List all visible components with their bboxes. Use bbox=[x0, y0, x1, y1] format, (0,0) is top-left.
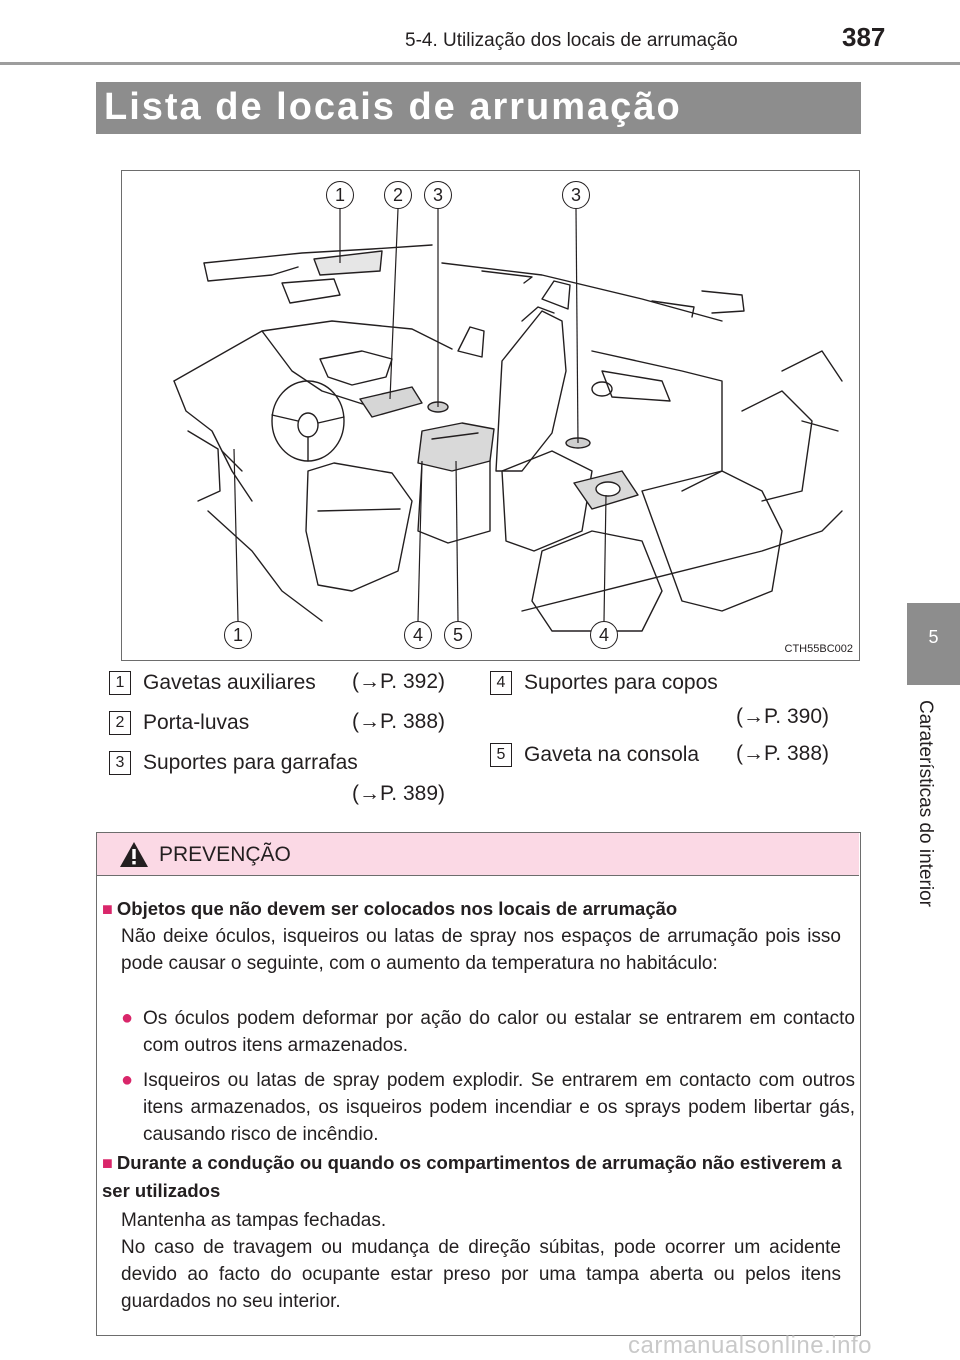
circle-bullet-icon: ● bbox=[121, 1069, 134, 1091]
circle-bullet-icon: ● bbox=[121, 1007, 134, 1029]
callout-bottom-4a: 4 bbox=[404, 621, 432, 649]
caution-bullet-1: Os óculos podem deformar por ação do calor ou estalar se entrarem em contacto com outros itens armazenados. bbox=[143, 1008, 855, 1056]
legend-number-5: 5 bbox=[490, 743, 512, 767]
callout-bottom-5: 5 bbox=[444, 621, 472, 649]
legend-label-1: Gavetas auxiliares bbox=[143, 671, 316, 694]
figure-code: CTH55BC002 bbox=[784, 643, 853, 655]
legend-label-5: Gaveta na consola bbox=[524, 743, 700, 766]
legend-ref-1: (→P. 392) bbox=[352, 670, 445, 693]
warning-triangle-icon bbox=[119, 841, 149, 868]
watermark: carmanualsonline.info bbox=[628, 1332, 872, 1359]
caution-body-2: Mantenha as tampas fechadas. bbox=[121, 1210, 387, 1231]
square-bullet-icon: ■ bbox=[102, 899, 113, 919]
caution-title: PREVENÇÃO bbox=[159, 843, 291, 866]
callout-top-2: 2 bbox=[384, 181, 412, 209]
car-interior-drawing bbox=[122, 171, 858, 659]
legend-ref-5: (→P. 388) bbox=[736, 742, 829, 765]
interior-illustration bbox=[121, 170, 860, 661]
callout-top-3a: 3 bbox=[424, 181, 452, 209]
legend-ref-3: (→P. 389) bbox=[352, 782, 445, 805]
legend-number-1: 1 bbox=[109, 671, 131, 695]
page-title: Lista de locais de arrumação bbox=[104, 86, 682, 128]
header-rule bbox=[0, 62, 960, 65]
legend-label-4: Suportes para copos bbox=[524, 671, 718, 694]
page-number: 387 bbox=[842, 22, 886, 52]
legend-ref-4: (→P. 390) bbox=[736, 705, 829, 728]
caution-heading-2-text: Durante a condução ou quando os compartimentos de arrumação não estiverem a ser utilizados bbox=[102, 1152, 842, 1201]
caution-heading-1 bbox=[102, 895, 852, 923]
callout-top-1: 1 bbox=[326, 181, 354, 209]
legend-number-4: 4 bbox=[490, 671, 512, 695]
caution-heading-1-text: Objetos que não devem ser colocados nos locais de arrumação bbox=[116, 898, 678, 919]
header-section-title: 5-4. Utilização dos locais de arrumação bbox=[405, 30, 738, 51]
legend-label-2: Porta-luvas bbox=[143, 711, 250, 734]
chapter-tab bbox=[907, 603, 960, 685]
callout-bottom-1: 1 bbox=[224, 621, 252, 649]
title-bar bbox=[96, 82, 861, 134]
caution-body-1: Não deixe óculos, isqueiros ou latas de spray nos espaços de arrumação pois isso pode causar o seguinte, com o aumento da temperatura no habitáculo: bbox=[121, 926, 841, 974]
square-bullet-icon: ■ bbox=[102, 1153, 113, 1173]
legend-number-2: 2 bbox=[109, 711, 131, 735]
caution-heading-2 bbox=[102, 1149, 852, 1204]
caution-header bbox=[97, 833, 859, 876]
chapter-number: 5 bbox=[928, 627, 939, 647]
callout-bottom-4b: 4 bbox=[590, 621, 618, 649]
callout-top-3b: 3 bbox=[562, 181, 590, 209]
legend-ref-2: (→P. 388) bbox=[352, 710, 445, 733]
legend-label-3: Suportes para garrafas bbox=[143, 751, 358, 774]
legend-number-3: 3 bbox=[109, 751, 131, 775]
caution-box bbox=[96, 832, 861, 1336]
chapter-label: Caraterísticas do interior bbox=[915, 700, 936, 907]
caution-bullet-2: Isqueiros ou latas de spray podem explodir. Se entrarem em contacto com outros itens armazenados, os isqueiros podem incendiar e os sprays podem libertar gás, causando risco de incêndio. bbox=[143, 1070, 855, 1145]
caution-body-3: No caso de travagem ou mudança de direção súbitas, pode ocorrer um acidente devido ao facto do ocupante estar preso por uma tampa aberta ou pelos itens guardados no seu interior. bbox=[121, 1237, 841, 1312]
